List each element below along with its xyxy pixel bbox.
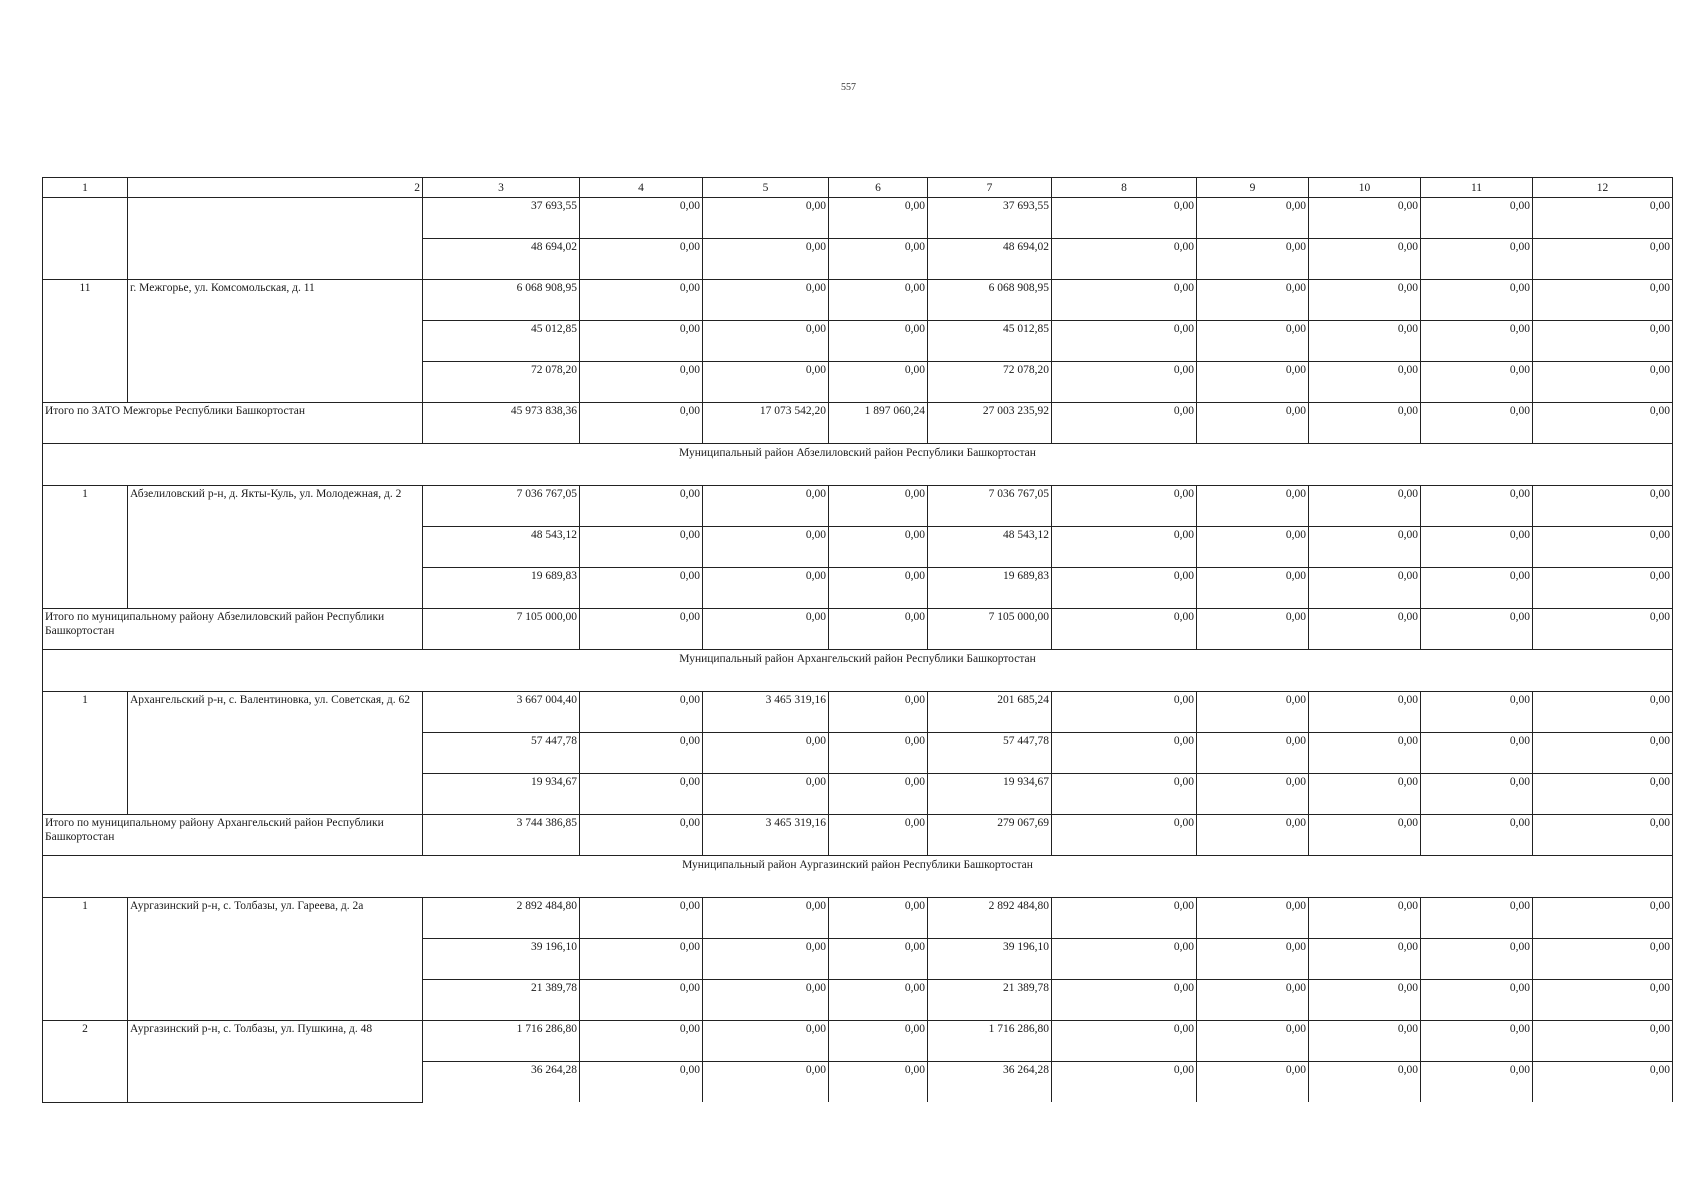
value-cell: 0,00 — [580, 198, 703, 239]
column-number-header: 5 — [703, 178, 829, 198]
value-cell: 0,00 — [580, 815, 703, 856]
value-cell: 0,00 — [829, 198, 928, 239]
column-number-header: 9 — [1197, 178, 1309, 198]
column-number-header: 3 — [423, 178, 580, 198]
total-row — [43, 815, 1673, 856]
value-cell: 0,00 — [1533, 239, 1673, 280]
value-cell: 7 105 000,00 — [423, 609, 580, 650]
column-number-header: 11 — [1421, 178, 1533, 198]
item-number: 11 — [43, 280, 128, 403]
value-cell: 0,00 — [580, 403, 703, 444]
value-cell: 0,00 — [1421, 280, 1533, 321]
value-cell: 0,00 — [829, 1062, 928, 1103]
value-cell: 0,00 — [1533, 403, 1673, 444]
value-cell: 0,00 — [1052, 609, 1197, 650]
value-cell: 0,00 — [1421, 939, 1533, 980]
value-cell: 0,00 — [703, 1062, 829, 1103]
value-cell: 0,00 — [1052, 239, 1197, 280]
value-cell: 0,00 — [1309, 1062, 1421, 1103]
value-cell: 3 465 319,16 — [703, 692, 829, 733]
value-cell: 0,00 — [829, 527, 928, 568]
value-cell: 1 716 286,80 — [423, 1021, 580, 1062]
header-row — [43, 178, 1673, 198]
value-cell: 17 073 542,20 — [703, 403, 829, 444]
column-number-header: 6 — [829, 178, 928, 198]
value-cell: 0,00 — [1197, 980, 1309, 1021]
value-cell: 0,00 — [1421, 239, 1533, 280]
value-cell: 0,00 — [1309, 1021, 1421, 1062]
value-cell: 201 685,24 — [928, 692, 1052, 733]
table-row — [43, 280, 1673, 321]
value-cell: 0,00 — [1197, 692, 1309, 733]
value-cell: 0,00 — [703, 239, 829, 280]
value-cell: 39 196,10 — [928, 939, 1052, 980]
column-number-header: 2 — [128, 178, 423, 198]
value-cell: 0,00 — [829, 1021, 928, 1062]
page-number: 557 — [841, 82, 856, 93]
value-cell: 0,00 — [580, 321, 703, 362]
value-cell: 0,00 — [1421, 609, 1533, 650]
value-cell: 0,00 — [1052, 939, 1197, 980]
value-cell: 0,00 — [1309, 239, 1421, 280]
value-cell: 48 543,12 — [928, 527, 1052, 568]
value-cell: 0,00 — [1052, 1062, 1197, 1103]
value-cell: 2 892 484,80 — [928, 898, 1052, 939]
value-cell: 0,00 — [829, 280, 928, 321]
value-cell: 0,00 — [1533, 898, 1673, 939]
table-row — [43, 486, 1673, 527]
item-number: 1 — [43, 692, 128, 815]
value-cell: 0,00 — [580, 239, 703, 280]
item-address: г. Межгорье, ул. Комсомольская, д. 11 — [128, 280, 423, 403]
value-cell: 45 012,85 — [423, 321, 580, 362]
value-cell: 0,00 — [580, 609, 703, 650]
value-cell: 0,00 — [1309, 362, 1421, 403]
value-cell: 0,00 — [1309, 403, 1421, 444]
table-row — [43, 692, 1673, 733]
value-cell: 0,00 — [1309, 980, 1421, 1021]
value-cell: 0,00 — [1309, 733, 1421, 774]
value-cell: 0,00 — [1309, 486, 1421, 527]
value-cell: 0,00 — [829, 774, 928, 815]
total-label: Итого по муниципальному району Архангельский район Республики Башкортостан — [43, 815, 423, 856]
value-cell: 0,00 — [580, 486, 703, 527]
value-cell: 0,00 — [703, 609, 829, 650]
value-cell: 0,00 — [1197, 609, 1309, 650]
value-cell: 0,00 — [1421, 774, 1533, 815]
value-cell: 0,00 — [1309, 568, 1421, 609]
value-cell: 72 078,20 — [928, 362, 1052, 403]
total-label: Итого по ЗАТО Межгорье Республики Башкортостан — [43, 403, 423, 444]
column-number-header: 10 — [1309, 178, 1421, 198]
value-cell: 0,00 — [1421, 198, 1533, 239]
value-cell: 0,00 — [1197, 239, 1309, 280]
section-row — [43, 856, 1673, 898]
value-cell: 19 934,67 — [423, 774, 580, 815]
value-cell: 2 892 484,80 — [423, 898, 580, 939]
value-cell: 0,00 — [703, 980, 829, 1021]
value-cell: 0,00 — [1052, 527, 1197, 568]
value-cell: 0,00 — [1309, 609, 1421, 650]
value-cell: 0,00 — [1052, 980, 1197, 1021]
value-cell: 0,00 — [1197, 527, 1309, 568]
value-cell: 0,00 — [1197, 939, 1309, 980]
value-cell: 0,00 — [580, 568, 703, 609]
value-cell: 0,00 — [1197, 774, 1309, 815]
value-cell: 0,00 — [1533, 527, 1673, 568]
value-cell: 0,00 — [1421, 486, 1533, 527]
value-cell: 0,00 — [703, 321, 829, 362]
value-cell: 0,00 — [580, 774, 703, 815]
value-cell: 0,00 — [703, 568, 829, 609]
value-cell: 7 105 000,00 — [928, 609, 1052, 650]
column-number-header: 12 — [1533, 178, 1673, 198]
value-cell: 19 689,83 — [423, 568, 580, 609]
value-cell: 0,00 — [580, 1062, 703, 1103]
value-cell: 0,00 — [1421, 815, 1533, 856]
column-number-header: 7 — [928, 178, 1052, 198]
value-cell: 0,00 — [580, 898, 703, 939]
value-cell: 0,00 — [829, 362, 928, 403]
value-cell: 0,00 — [580, 1021, 703, 1062]
value-cell: 3 744 386,85 — [423, 815, 580, 856]
value-cell: 48 694,02 — [423, 239, 580, 280]
value-cell: 0,00 — [829, 321, 928, 362]
value-cell: 0,00 — [703, 733, 829, 774]
value-cell: 39 196,10 — [423, 939, 580, 980]
value-cell: 0,00 — [1309, 774, 1421, 815]
table-row — [43, 198, 1673, 239]
value-cell: 0,00 — [1533, 198, 1673, 239]
value-cell: 0,00 — [1197, 568, 1309, 609]
value-cell: 21 389,78 — [423, 980, 580, 1021]
value-cell: 0,00 — [829, 692, 928, 733]
item-address — [128, 198, 423, 280]
value-cell: 0,00 — [1052, 280, 1197, 321]
value-cell: 0,00 — [829, 980, 928, 1021]
value-cell: 0,00 — [1052, 321, 1197, 362]
value-cell: 0,00 — [1533, 774, 1673, 815]
value-cell: 0,00 — [1309, 198, 1421, 239]
value-cell: 48 543,12 — [423, 527, 580, 568]
total-row — [43, 403, 1673, 444]
value-cell: 0,00 — [1533, 321, 1673, 362]
value-cell: 6 068 908,95 — [423, 280, 580, 321]
item-address: Абзелиловский р-н, д. Якты-Куль, ул. Молодежная, д. 2 — [128, 486, 423, 609]
table-row — [43, 1021, 1673, 1062]
value-cell: 0,00 — [1533, 980, 1673, 1021]
value-cell: 45 012,85 — [928, 321, 1052, 362]
value-cell: 0,00 — [1309, 527, 1421, 568]
value-cell: 0,00 — [1197, 198, 1309, 239]
value-cell: 0,00 — [703, 939, 829, 980]
value-cell: 0,00 — [1533, 1062, 1673, 1103]
value-cell: 0,00 — [1197, 321, 1309, 362]
value-cell: 0,00 — [1533, 815, 1673, 856]
value-cell: 21 389,78 — [928, 980, 1052, 1021]
data-table — [42, 177, 1673, 1103]
value-cell: 0,00 — [1421, 980, 1533, 1021]
value-cell: 48 694,02 — [928, 239, 1052, 280]
value-cell: 0,00 — [1533, 692, 1673, 733]
table-row — [43, 898, 1673, 939]
value-cell: 37 693,55 — [423, 198, 580, 239]
value-cell: 0,00 — [703, 362, 829, 403]
value-cell: 0,00 — [703, 280, 829, 321]
value-cell: 0,00 — [580, 980, 703, 1021]
value-cell: 0,00 — [1421, 568, 1533, 609]
value-cell: 7 036 767,05 — [928, 486, 1052, 527]
total-label: Итого по муниципальному району Абзелиловский район Республики Башкортостан — [43, 609, 423, 650]
item-address: Аургазинский р-н, с. Толбазы, ул. Гареева, д. 2а — [128, 898, 423, 1021]
value-cell: 6 068 908,95 — [928, 280, 1052, 321]
value-cell: 57 447,78 — [928, 733, 1052, 774]
value-cell: 0,00 — [1197, 815, 1309, 856]
value-cell: 0,00 — [703, 774, 829, 815]
value-cell: 0,00 — [1421, 1021, 1533, 1062]
value-cell: 0,00 — [580, 733, 703, 774]
value-cell: 0,00 — [1533, 733, 1673, 774]
section-row — [43, 650, 1673, 692]
column-number-header: 8 — [1052, 178, 1197, 198]
value-cell: 0,00 — [580, 362, 703, 403]
value-cell: 0,00 — [1533, 1021, 1673, 1062]
value-cell: 0,00 — [1309, 939, 1421, 980]
value-cell: 57 447,78 — [423, 733, 580, 774]
value-cell: 0,00 — [703, 527, 829, 568]
value-cell: 1 716 286,80 — [928, 1021, 1052, 1062]
value-cell: 0,00 — [1309, 280, 1421, 321]
value-cell: 0,00 — [1052, 198, 1197, 239]
value-cell: 0,00 — [1197, 403, 1309, 444]
value-cell: 0,00 — [580, 692, 703, 733]
value-cell: 0,00 — [1421, 898, 1533, 939]
value-cell: 0,00 — [1421, 403, 1533, 444]
value-cell: 0,00 — [829, 609, 928, 650]
value-cell: 19 689,83 — [928, 568, 1052, 609]
value-cell: 0,00 — [1197, 898, 1309, 939]
item-number: 1 — [43, 898, 128, 1021]
value-cell: 3 667 004,40 — [423, 692, 580, 733]
item-address: Аургазинский р-н, с. Толбазы, ул. Пушкина, д. 48 — [128, 1021, 423, 1103]
value-cell: 0,00 — [1421, 321, 1533, 362]
value-cell: 0,00 — [1421, 362, 1533, 403]
value-cell: 0,00 — [829, 815, 928, 856]
value-cell: 0,00 — [1533, 609, 1673, 650]
value-cell: 0,00 — [829, 939, 928, 980]
value-cell: 0,00 — [1052, 815, 1197, 856]
value-cell: 27 003 235,92 — [928, 403, 1052, 444]
value-cell: 0,00 — [1421, 527, 1533, 568]
value-cell: 37 693,55 — [928, 198, 1052, 239]
value-cell: 0,00 — [1052, 486, 1197, 527]
value-cell: 0,00 — [580, 280, 703, 321]
value-cell: 0,00 — [1533, 486, 1673, 527]
value-cell: 0,00 — [1052, 774, 1197, 815]
value-cell: 3 465 319,16 — [703, 815, 829, 856]
value-cell: 0,00 — [1197, 1062, 1309, 1103]
value-cell: 0,00 — [1197, 733, 1309, 774]
value-cell: 0,00 — [1533, 362, 1673, 403]
value-cell: 0,00 — [1421, 1062, 1533, 1103]
value-cell: 0,00 — [1197, 1021, 1309, 1062]
item-number: 1 — [43, 486, 128, 609]
value-cell: 19 934,67 — [928, 774, 1052, 815]
value-cell: 0,00 — [1052, 403, 1197, 444]
section-title: Муниципальный район Архангельский район Республики Башкортостан — [43, 650, 1673, 692]
value-cell: 72 078,20 — [423, 362, 580, 403]
value-cell: 0,00 — [829, 239, 928, 280]
item-number — [43, 198, 128, 280]
value-cell: 0,00 — [1052, 568, 1197, 609]
value-cell: 0,00 — [1421, 733, 1533, 774]
value-cell: 0,00 — [580, 939, 703, 980]
value-cell: 0,00 — [1533, 568, 1673, 609]
value-cell: 0,00 — [829, 898, 928, 939]
value-cell: 0,00 — [829, 486, 928, 527]
column-number-header: 1 — [43, 178, 128, 198]
value-cell: 45 973 838,36 — [423, 403, 580, 444]
value-cell: 0,00 — [1052, 898, 1197, 939]
value-cell: 36 264,28 — [928, 1062, 1052, 1103]
value-cell: 279 067,69 — [928, 815, 1052, 856]
value-cell: 7 036 767,05 — [423, 486, 580, 527]
section-title: Муниципальный район Аургазинский район Республики Башкортостан — [43, 856, 1673, 898]
section-row — [43, 444, 1673, 486]
value-cell: 0,00 — [1197, 362, 1309, 403]
value-cell: 0,00 — [829, 733, 928, 774]
total-row — [43, 609, 1673, 650]
value-cell: 0,00 — [703, 898, 829, 939]
value-cell: 0,00 — [1052, 1021, 1197, 1062]
section-title: Муниципальный район Абзелиловский район Республики Башкортостан — [43, 444, 1673, 486]
value-cell: 0,00 — [1052, 733, 1197, 774]
value-cell: 0,00 — [703, 1021, 829, 1062]
value-cell: 0,00 — [1052, 362, 1197, 403]
column-number-header: 4 — [580, 178, 703, 198]
value-cell: 0,00 — [703, 486, 829, 527]
value-cell: 0,00 — [1533, 939, 1673, 980]
item-number: 2 — [43, 1021, 128, 1103]
value-cell: 0,00 — [1421, 692, 1533, 733]
value-cell: 0,00 — [580, 527, 703, 568]
value-cell: 0,00 — [1309, 898, 1421, 939]
value-cell: 0,00 — [1309, 815, 1421, 856]
value-cell: 36 264,28 — [423, 1062, 580, 1103]
value-cell: 0,00 — [1309, 692, 1421, 733]
value-cell: 0,00 — [703, 198, 829, 239]
item-address: Архангельский р-н, с. Валентиновка, ул. Советская, д. 62 — [128, 692, 423, 815]
value-cell: 0,00 — [1052, 692, 1197, 733]
value-cell: 0,00 — [1197, 280, 1309, 321]
value-cell: 0,00 — [1309, 321, 1421, 362]
value-cell: 0,00 — [829, 568, 928, 609]
value-cell: 0,00 — [1197, 486, 1309, 527]
value-cell: 0,00 — [1533, 280, 1673, 321]
value-cell: 1 897 060,24 — [829, 403, 928, 444]
